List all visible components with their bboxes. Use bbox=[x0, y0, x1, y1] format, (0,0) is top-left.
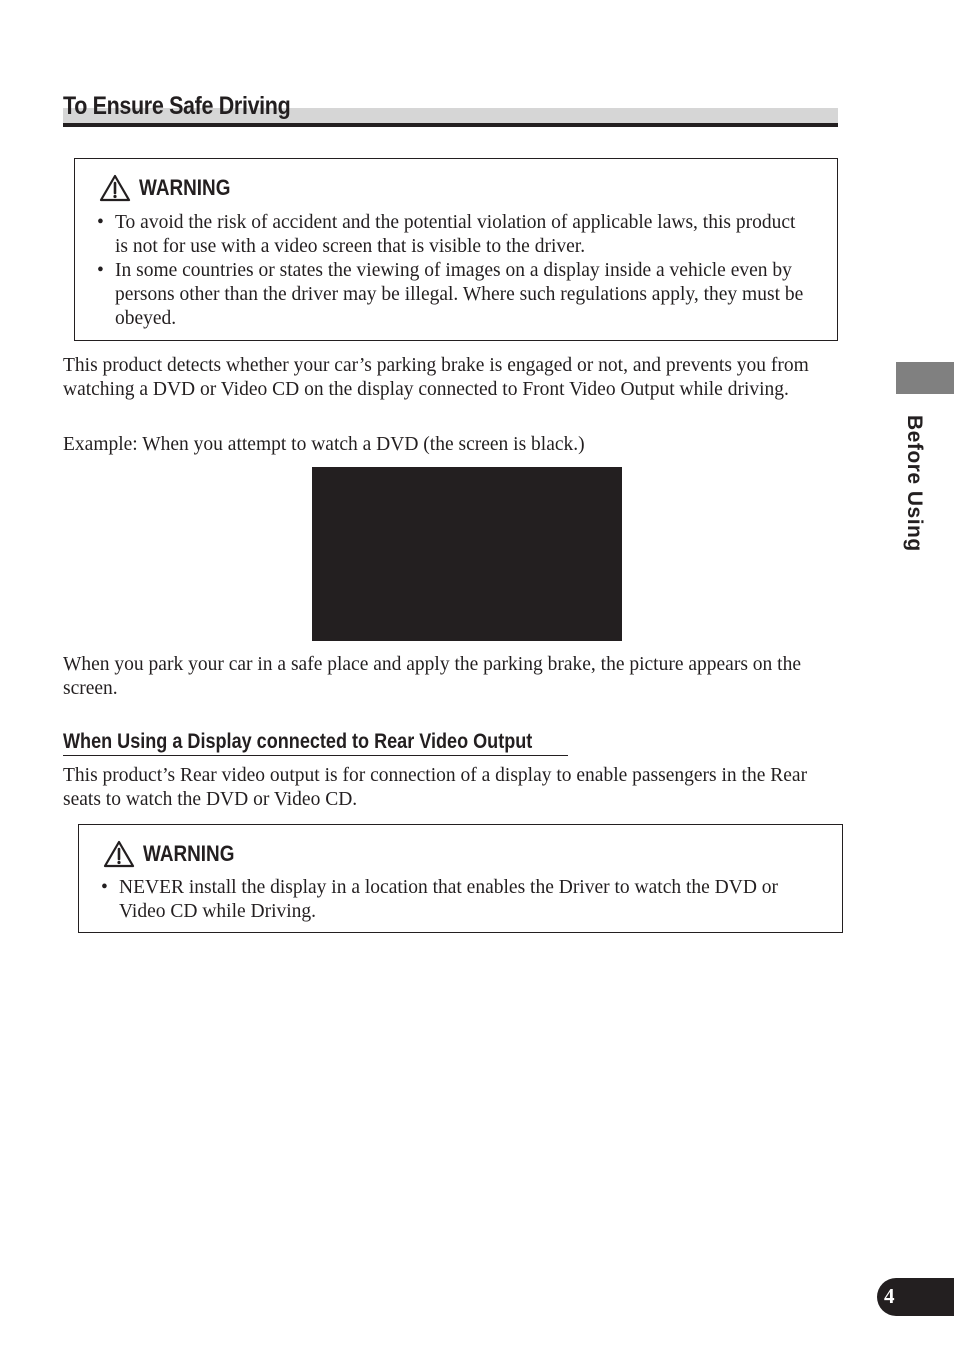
warning-item: • To avoid the risk of accident and the potential violation of applicable laws, this product is not for use with a video screen that is visible to the driver. bbox=[97, 211, 807, 259]
section-heading bbox=[63, 92, 838, 128]
side-tab-marker bbox=[896, 362, 954, 394]
warning-box-1 bbox=[74, 158, 838, 341]
section-title: To Ensure Safe Driving bbox=[63, 92, 291, 120]
warning-label: WARNING bbox=[143, 841, 235, 866]
subsection-heading bbox=[63, 730, 568, 756]
warning-item: • NEVER install the display in a location that enables the Driver to watch the DVD or Video CD while Driving. bbox=[101, 876, 801, 924]
heading-rule bbox=[63, 123, 838, 127]
warning-list bbox=[101, 876, 801, 924]
warning-triangle-icon bbox=[99, 174, 131, 202]
rear-output-paragraph: This product’s Rear video output is for connection of a display to enable passengers in the Rear seats to watch the DVD or Video CD. bbox=[63, 765, 808, 810]
example-caption: Example: When you attempt to watch a DVD (the screen is black.) bbox=[63, 434, 585, 455]
warning-header bbox=[103, 839, 249, 869]
parked-paragraph: When you park your car in a safe place and apply the parking brake, the picture appears on the screen. bbox=[63, 654, 801, 699]
warning-triangle-icon bbox=[103, 840, 135, 868]
warning-label: WARNING bbox=[139, 175, 231, 200]
subsection-title: When Using a Display connected to Rear Video Output bbox=[63, 730, 533, 753]
warning-item: • In some countries or states the viewing of images on a display inside a vehicle even by persons other than the driver may be illegal. Where such regulations apply, they must be obeyed. bbox=[97, 259, 807, 331]
side-tab-label: Before Using bbox=[903, 415, 926, 552]
warning-list bbox=[97, 211, 807, 331]
parking-brake-paragraph: This product detects whether your car’s parking brake is engaged or not, and prevents you from watching a DVD or Video CD on the display connected to Front Video Output while driving. bbox=[63, 355, 809, 400]
black-screen-illustration bbox=[312, 467, 622, 641]
warning-box-2 bbox=[78, 824, 843, 933]
warning-header bbox=[99, 173, 245, 203]
page-number: 4 bbox=[884, 1284, 895, 1308]
